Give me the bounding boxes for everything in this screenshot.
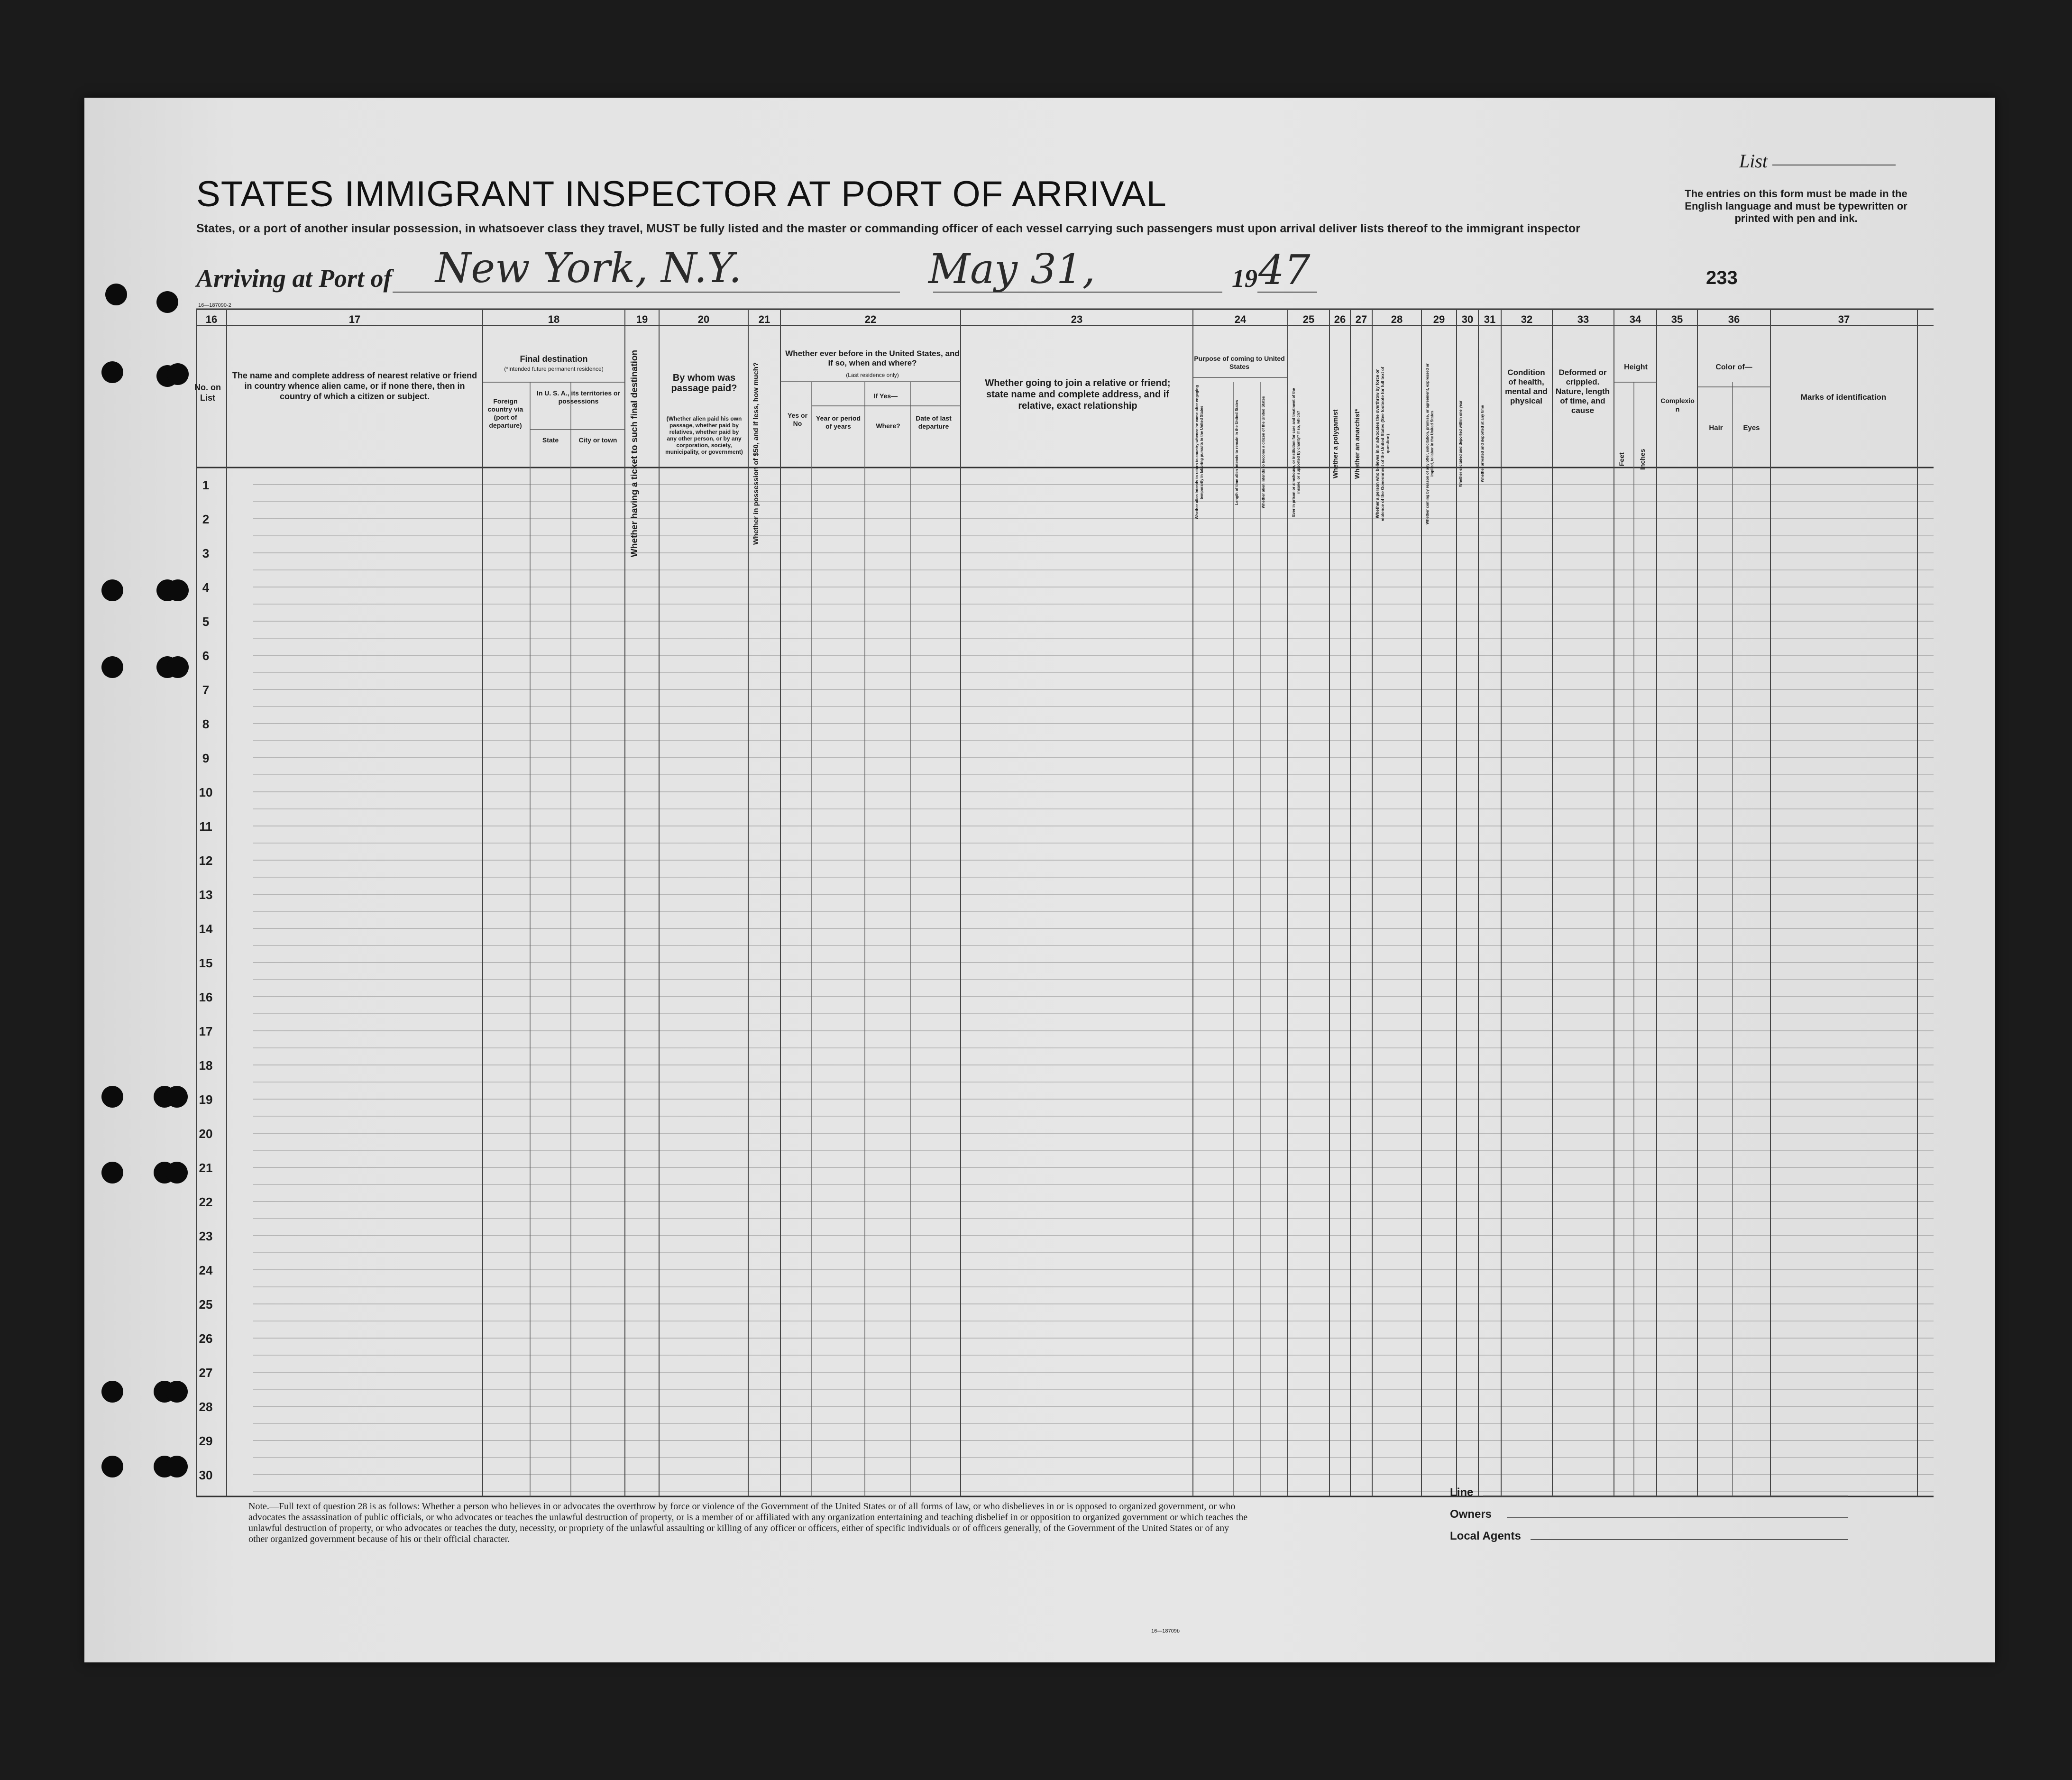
line-label: Line <box>1450 1486 1474 1499</box>
row-number: 26 <box>199 1331 213 1346</box>
column-number: 32 <box>1521 313 1533 325</box>
header-final-destination: Final destination <box>520 354 588 364</box>
header-in-usa: In U. S. A., its territories or possessions <box>536 389 621 405</box>
column-number: 22 <box>864 313 877 325</box>
date-handwritten: May 31, <box>928 246 1096 293</box>
column-number: 37 <box>1838 313 1850 325</box>
header-no-on-list: No. on List <box>194 383 221 403</box>
form-subtitle: States, or a port of another insular possession, in whatsoever class they travel, MUST be fully listed and the master or commanding officer of each vessel carrying such passengers must upon arrival deliver lists thereof to the immigrant inspector <box>196 222 1580 235</box>
header-join-relative: Whether going to join a relative or friend; state name and complete address, and if relative, exact relationship <box>985 378 1171 411</box>
form-grid <box>84 98 1995 1662</box>
header-ever-before: Whether ever before in the United States, and if so, when and where? <box>785 349 960 367</box>
entries-note: The entries on this form must be made in the English language and must be typewritten or printed with pen and ink. <box>1685 188 1907 224</box>
column-number: 21 <box>758 313 770 325</box>
punch-hole <box>101 1381 123 1403</box>
row-number: 1 <box>202 478 210 492</box>
arriving-label: Arriving at Port of <box>196 264 392 293</box>
punch-hole <box>166 1086 188 1108</box>
column-number: 17 <box>348 313 361 325</box>
row-number: 11 <box>199 819 212 834</box>
header-overthrow: Whether a person who believes in or advocates the overthrow by force or violence of the Government of the United States (See footnote for full text of question) <box>1375 367 1390 521</box>
punch-hole <box>166 1381 188 1403</box>
row-number: 17 <box>199 1024 213 1038</box>
punch-hole <box>167 579 189 601</box>
row-number: 21 <box>199 1161 213 1175</box>
punch-hole <box>167 363 189 385</box>
punch-hole <box>156 291 178 313</box>
header-condition-health: Condition of health, mental and physical <box>1505 368 1548 405</box>
column-number: 34 <box>1629 313 1641 325</box>
header-hair: Hair <box>1709 424 1723 432</box>
column-number: 29 <box>1433 313 1445 325</box>
header-anarchist: Whether an anarchist* <box>1353 409 1361 479</box>
column-number: 24 <box>1234 313 1247 325</box>
column-number: 19 <box>636 313 648 325</box>
year-handwritten: 47 <box>1258 247 1311 294</box>
local-agents-blank <box>1531 1539 1848 1540</box>
header-deported: Whether arrested and deported at any time <box>1480 405 1485 483</box>
row-number: 24 <box>199 1263 213 1277</box>
year-printed: 19 <box>1232 264 1257 293</box>
column-number: 16 <box>205 313 218 325</box>
header-labor-offer: Whether coming by reason of any offer, solicitation, promise, or agreement, expressed or implied, to labor in the United States <box>1425 363 1434 524</box>
row-number: 14 <box>199 922 213 936</box>
row-number: 25 <box>199 1297 213 1312</box>
punch-hole <box>101 1456 123 1477</box>
punch-hole <box>101 361 123 383</box>
header-nearest-relative: The name and complete address of nearest relative or friend in country whence alien came, or if none there, then in country of which a citizen or subject. <box>232 371 477 401</box>
column-number: 27 <box>1355 313 1367 325</box>
row-number: 19 <box>199 1092 213 1107</box>
header-state: State <box>542 436 559 444</box>
row-number: 27 <box>199 1366 213 1380</box>
column-number: 30 <box>1461 313 1474 325</box>
column-number: 28 <box>1391 313 1403 325</box>
header-passage-paid: By whom was passage paid? <box>671 373 737 394</box>
column-number: 20 <box>697 313 710 325</box>
row-number: 30 <box>199 1468 213 1482</box>
header-ever-before-note: (Last residence only) <box>846 372 899 378</box>
column-number: 33 <box>1577 313 1589 325</box>
header-last-departure: Date of last departure <box>916 414 952 430</box>
column-number: 23 <box>1071 313 1083 325</box>
punch-hole <box>166 1162 188 1184</box>
row-number: 7 <box>202 683 210 697</box>
row-number: 15 <box>199 956 213 970</box>
column-number: 25 <box>1302 313 1315 325</box>
manifest-sheet <box>84 98 1995 1662</box>
header-city: City or town <box>578 436 617 444</box>
header-color-of: Color of— <box>1715 363 1752 371</box>
punch-hole <box>101 579 123 601</box>
header-deformed: Deformed or crippled. Nature, length of time, and cause <box>1555 368 1610 415</box>
port-handwritten: New York, N.Y. <box>435 245 742 292</box>
header-yes-no: Yes or No <box>787 412 808 427</box>
owners-label: Owners <box>1450 1508 1492 1521</box>
owners-blank <box>1507 1517 1848 1518</box>
header-purpose-length: Length of time alien intends to remain in the United States <box>1235 400 1239 505</box>
form-code-top: 16—187090-2 <box>198 303 231 308</box>
row-number: 4 <box>202 580 210 595</box>
header-height: Height <box>1624 363 1648 371</box>
row-number: 6 <box>202 649 210 663</box>
header-marks-identification: Marks of identification <box>1800 393 1887 402</box>
punch-hole <box>166 1456 188 1477</box>
column-number: 26 <box>1334 313 1346 325</box>
header-purpose: Purpose of coming to United States <box>1194 355 1285 370</box>
header-complexion: Complexion <box>1660 397 1695 413</box>
row-number: 29 <box>199 1434 213 1448</box>
row-number: 12 <box>199 853 213 868</box>
punch-hole <box>105 284 127 305</box>
column-number: 35 <box>1671 313 1683 325</box>
header-ticket: Whether having a ticket to such final destination <box>630 349 640 557</box>
punch-hole <box>101 1086 123 1108</box>
header-passage-note: (Whether alien paid his own passage, whether paid by relatives, whether paid by any other person, or by any corporation, society, municipality, or government) <box>665 415 743 455</box>
local-agents-label: Local Agents <box>1450 1530 1521 1542</box>
column-number: 36 <box>1728 313 1740 325</box>
punch-hole <box>101 1162 123 1184</box>
list-label: List <box>1739 150 1768 172</box>
header-fifty-dollars: Whether in possession of $50, and if less, how much? <box>752 362 760 545</box>
row-number: 5 <box>202 615 210 629</box>
column-number: 31 <box>1484 313 1496 325</box>
row-number: 28 <box>199 1400 213 1414</box>
column-number: 18 <box>548 313 560 325</box>
header-year-period: Year or period of years <box>816 414 861 430</box>
row-number: 16 <box>199 990 213 1004</box>
row-number: 22 <box>199 1195 213 1209</box>
header-excluded: Whether excluded and deported within one year <box>1458 400 1463 487</box>
row-number: 23 <box>199 1229 213 1243</box>
header-polygamist: Whether a polygamist <box>1331 409 1339 478</box>
form-title: STATES IMMIGRANT INSPECTOR AT PORT OF ARRIVAL <box>196 174 1167 214</box>
form-code-bottom: 16—18709b <box>1151 1628 1180 1634</box>
header-final-destination-note: (*Intended future permanent residence) <box>504 366 604 372</box>
row-number: 9 <box>202 751 210 765</box>
footnote-question-28: Note.—Full text of question 28 is as follows: Whether a person who believes in or advocates the overthrow by force or violence of the Government of the United States or of all forms of law, or who disbelieves in or is opposed to organized government, or who advocates the assassination of public officials, or who advocates or teaches the unlawful destruction of property, or is a member of or affiliated with any organization entertaining and teaching disbelief in or opposition to organized government or which teaches the unlawful destruction of property, or who advocates or teaches the duty, necessity, or propriety of the unlawful assaulting or killing of any officer or officers, either of specific individuals or of officers generally, of the Government of the United States or of any other organized government because of his or their official character. <box>248 1501 1248 1544</box>
header-purpose-return: Whether alien intends to return to country whence he came after engaging temporarily in laboring pursuits in the United States <box>1195 385 1204 520</box>
row-number: 3 <box>202 546 210 560</box>
header-purpose-citizen: Whether alien intends to become a citizen of the United States <box>1261 396 1265 509</box>
punch-hole <box>101 656 123 678</box>
row-number: 18 <box>199 1058 213 1073</box>
header-prison: Ever in prison or almshouse, or institution for care and treatment of the insane, or supported by charity? If so, which? <box>1292 388 1301 517</box>
header-if-yes: If Yes— <box>873 392 898 400</box>
page-number: 233 <box>1706 267 1738 288</box>
punch-hole <box>167 656 189 678</box>
header-inches: Inches <box>1639 449 1646 470</box>
header-eyes: Eyes <box>1743 424 1760 432</box>
header-where: Where? <box>876 422 900 430</box>
row-number: 2 <box>202 512 210 526</box>
row-number: 10 <box>199 785 213 799</box>
header-foreign-country: Foreign country via (port of departure) <box>487 397 523 429</box>
row-number: 8 <box>202 717 210 731</box>
row-number: 20 <box>199 1127 213 1141</box>
row-number: 13 <box>199 888 213 902</box>
header-feet: Feet <box>1618 452 1625 467</box>
